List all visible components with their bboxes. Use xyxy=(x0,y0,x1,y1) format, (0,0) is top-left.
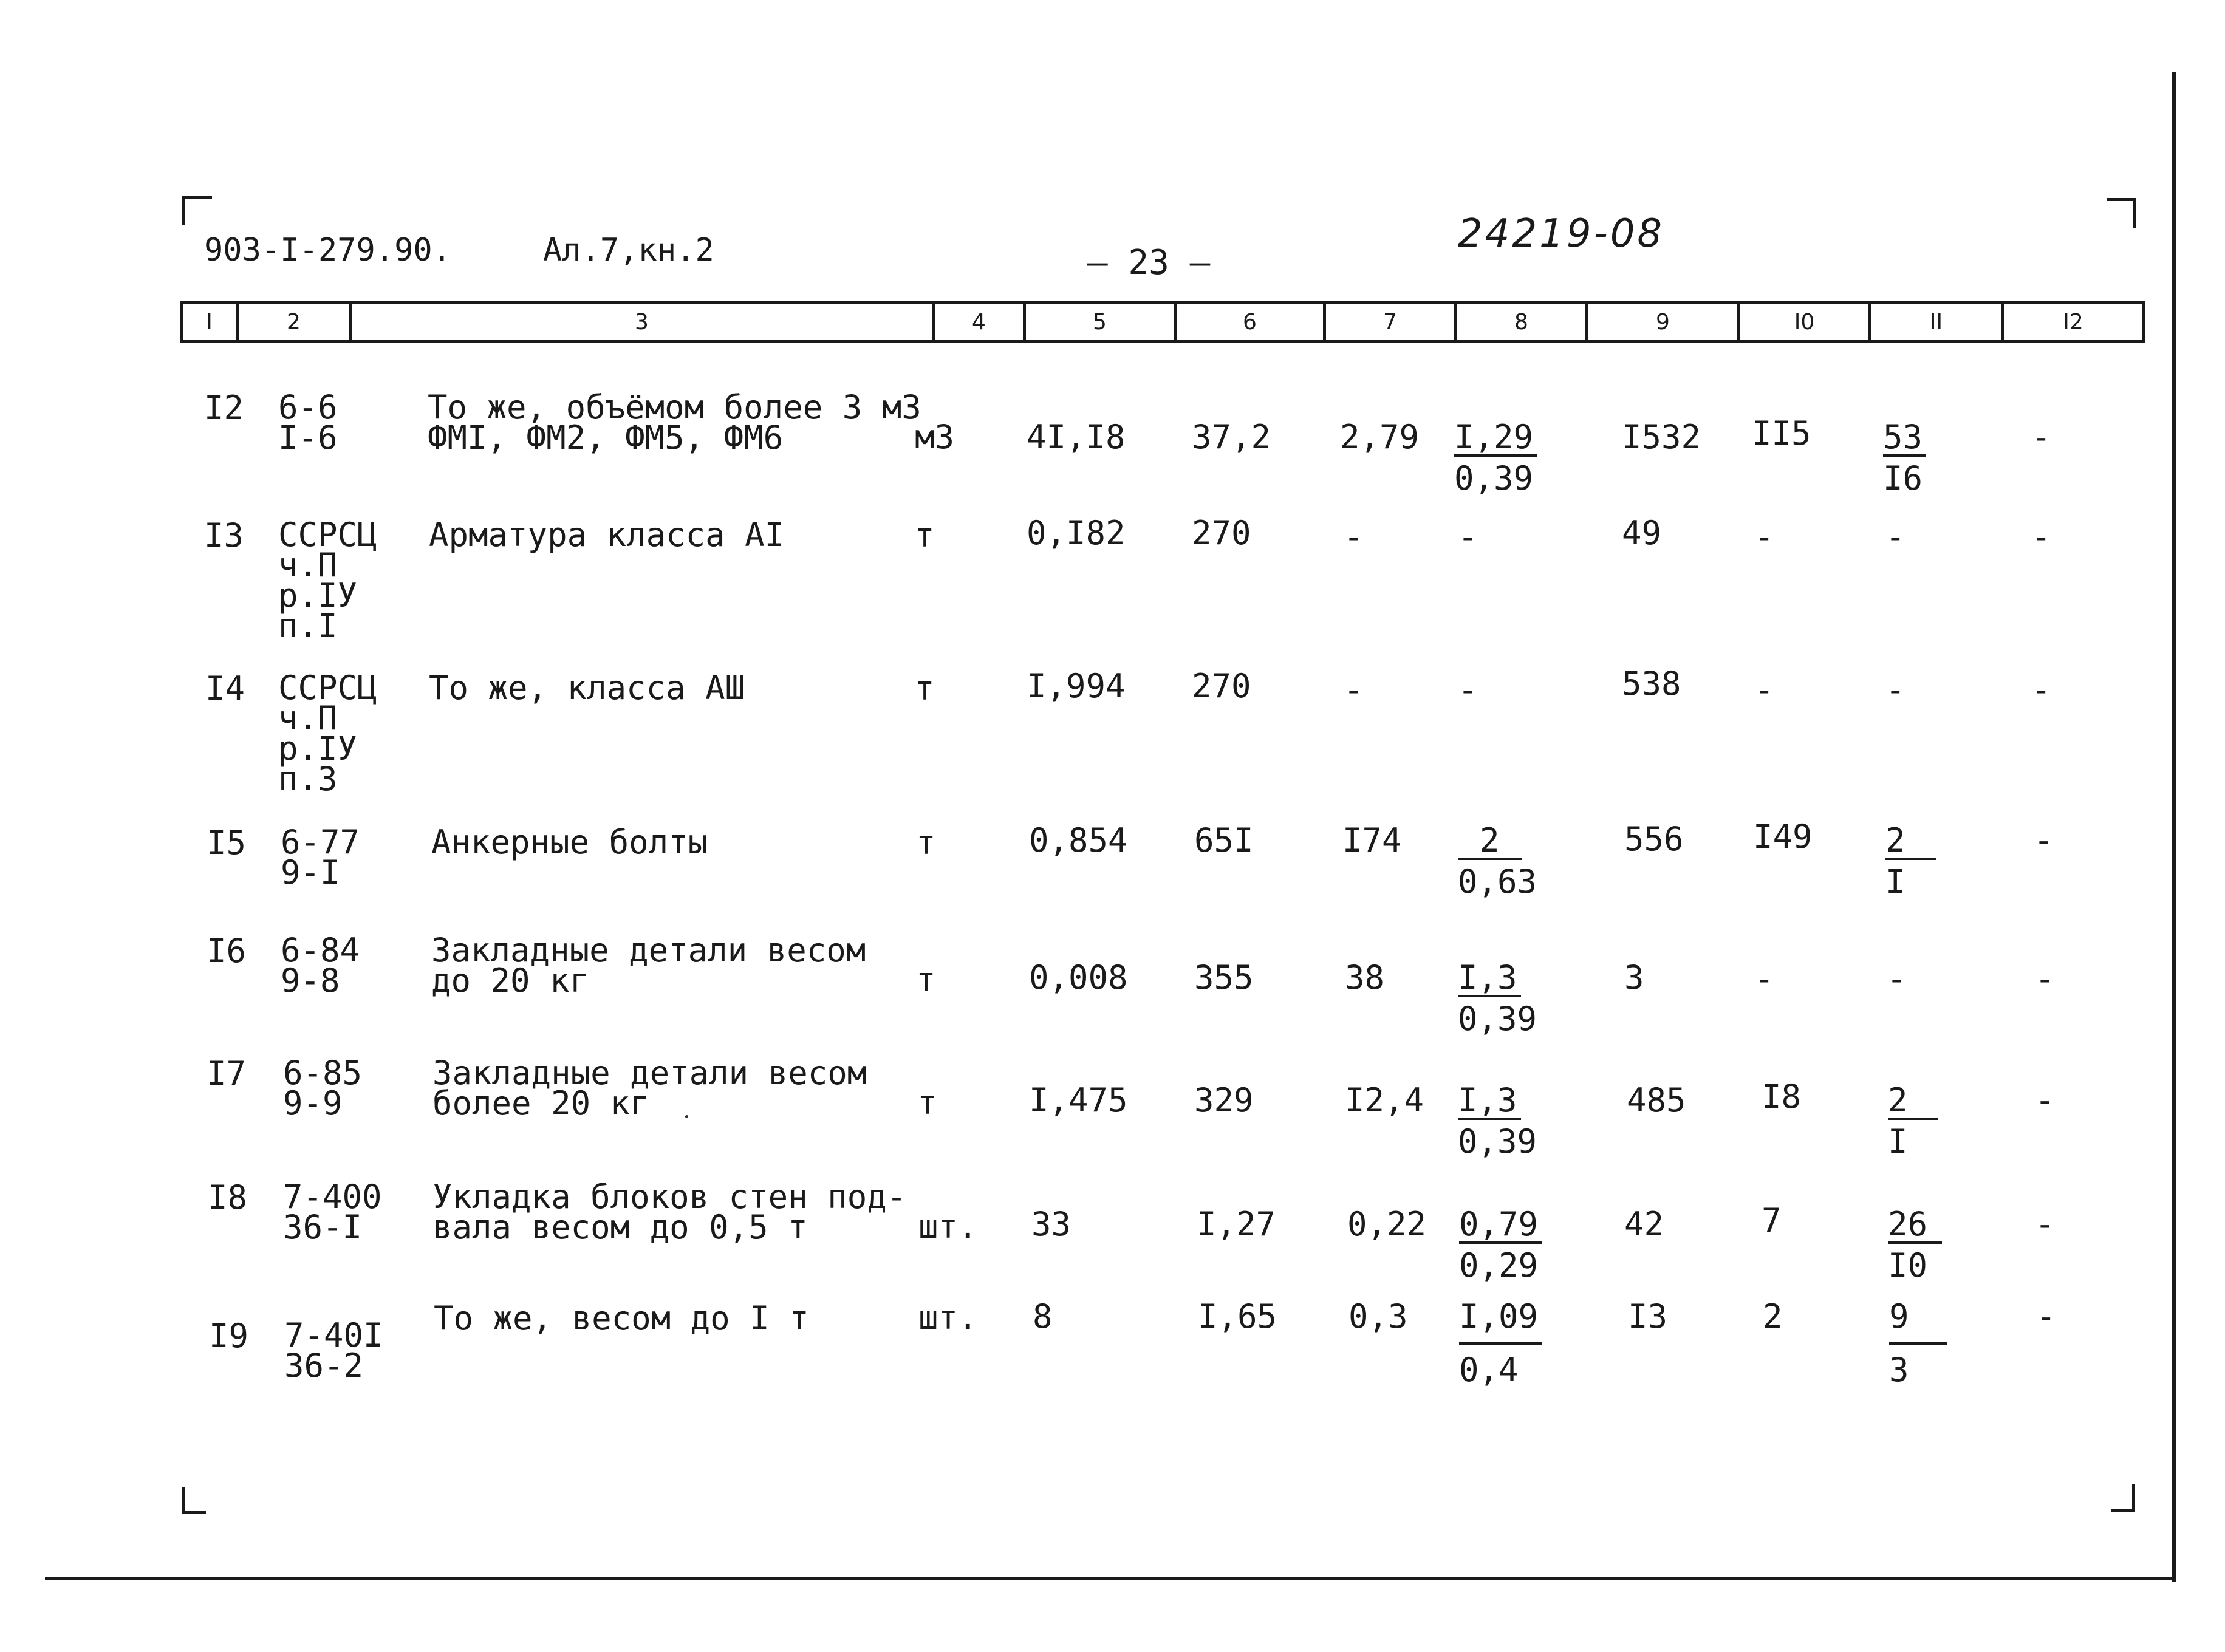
quantity: 4I,I8 xyxy=(1027,418,1126,456)
fraction-numerator: 9 xyxy=(1889,1300,1947,1345)
col-7-value: I74 xyxy=(1342,821,1402,859)
norm-code xyxy=(284,1316,383,1385)
fraction-denominator: 0,39 xyxy=(1458,1122,1537,1161)
work-name-line: Закладные детали весом xyxy=(431,931,866,969)
col-7-value: 0,22 xyxy=(1347,1205,1427,1243)
norm-code xyxy=(283,1054,363,1122)
norm-code-line: р.IУ xyxy=(278,729,358,768)
fraction-denominator: I0 xyxy=(1888,1246,1928,1285)
unit: т xyxy=(916,824,936,862)
norm-code-line: 6-84 xyxy=(281,931,360,969)
norm-code-line: 6-85 xyxy=(283,1054,363,1092)
column-header: 5 xyxy=(1026,304,1177,340)
col-9-value: 3 xyxy=(1624,958,1644,997)
norm-code-line: ССРСЦ xyxy=(278,516,377,554)
fraction-numerator: I,3 xyxy=(1458,1084,1521,1120)
col-10-value: II5 xyxy=(1752,414,1811,452)
norm-code xyxy=(278,669,377,798)
row-number: I5 xyxy=(207,824,247,862)
row-number: I7 xyxy=(207,1054,247,1093)
work-name-line: Арматура класса АI xyxy=(429,516,785,554)
col-11-fraction xyxy=(1883,418,1926,500)
col-8-fraction xyxy=(1458,958,1537,1041)
column-header: 3 xyxy=(352,304,935,340)
norm-code-line: п.I xyxy=(278,607,338,645)
unit: т xyxy=(916,961,936,999)
fraction-denominator: I xyxy=(1885,862,1905,901)
col-8-fraction xyxy=(1459,1205,1542,1288)
column-header: I0 xyxy=(1740,304,1871,340)
row-number: I6 xyxy=(207,932,247,970)
norm-code-line: 9-I xyxy=(281,853,340,892)
col-10-value: - xyxy=(1754,517,1774,556)
col-6-value: 270 xyxy=(1192,667,1251,705)
norm-code xyxy=(283,1178,382,1246)
column-header: 9 xyxy=(1588,304,1740,340)
col-9-value: I532 xyxy=(1622,418,1701,456)
norm-code xyxy=(278,516,377,645)
quantity: 8 xyxy=(1033,1297,1053,1336)
fraction-denominator: 3 xyxy=(1889,1351,1909,1389)
fraction-numerator: 26 xyxy=(1888,1207,1942,1244)
work-name xyxy=(432,1178,907,1246)
col-11-fraction xyxy=(1888,1081,1938,1164)
norm-code-line: п.3 xyxy=(278,760,338,798)
norm-code-line: 7-400 xyxy=(283,1178,382,1216)
quantity: 0,008 xyxy=(1029,958,1128,997)
norm-code-line: ССРСЦ xyxy=(278,669,377,707)
col-8-fraction xyxy=(1458,1081,1537,1164)
col-6-value: 65I xyxy=(1194,821,1254,859)
norm-code-line: I-6 xyxy=(278,418,338,457)
fraction-numerator: 2 xyxy=(1458,824,1522,860)
col-10-value: - xyxy=(1754,671,1774,709)
corner-mark-top-left xyxy=(182,196,212,225)
fraction-numerator: 53 xyxy=(1883,420,1926,457)
work-name-line: Анкерные болты xyxy=(431,823,708,861)
unit: т xyxy=(915,516,935,555)
col-8-value: - xyxy=(1458,517,1478,556)
work-name-line: То же, объёмом более 3 м3 xyxy=(428,388,921,426)
work-name xyxy=(429,516,785,554)
work-name-line: более 20 кг xyxy=(432,1084,650,1122)
corner-mark-bottom-left xyxy=(182,1487,206,1514)
fraction-numerator: 2 xyxy=(1885,824,1936,860)
work-name xyxy=(432,1054,867,1122)
norm-code-line: 6-77 xyxy=(281,823,360,861)
col-12-value: - xyxy=(2036,1297,2056,1336)
norm-code xyxy=(278,388,338,457)
album-reference: Ал.7,кн.2 xyxy=(543,232,714,268)
doc-code: 903-I-279.90. xyxy=(204,232,451,268)
col-12-value: - xyxy=(2035,1081,2055,1119)
col-7-value: I2,4 xyxy=(1345,1081,1424,1119)
norm-code-line: р.IУ xyxy=(278,576,358,615)
work-name-line: вала весом до 0,5 т xyxy=(432,1208,808,1246)
col-11-value: - xyxy=(1885,671,1905,709)
norm-code-line: 7-40I xyxy=(284,1316,383,1354)
col-10-value: I8 xyxy=(1762,1077,1802,1116)
work-name-line: Укладка блоков стен под- xyxy=(432,1178,907,1216)
col-8-value: - xyxy=(1458,671,1478,709)
col-9-value: 556 xyxy=(1624,820,1684,858)
col-9-value: 42 xyxy=(1624,1205,1664,1243)
quantity: I,475 xyxy=(1029,1081,1128,1119)
row-number: I8 xyxy=(208,1178,248,1217)
fraction-denominator: I xyxy=(1888,1122,1908,1161)
col-10-value: 7 xyxy=(1762,1201,1782,1240)
fraction-denominator: 0,29 xyxy=(1459,1246,1539,1285)
row-number: I3 xyxy=(204,516,244,555)
norm-code xyxy=(281,823,360,892)
column-header: 7 xyxy=(1326,304,1457,340)
work-name-line: до 20 кг xyxy=(431,961,590,1000)
unit: шт. xyxy=(918,1207,978,1246)
col-11-value: - xyxy=(1885,517,1905,556)
norm-code-line: ч.П xyxy=(278,546,338,584)
work-name xyxy=(428,388,921,457)
column-header: 2 xyxy=(239,304,352,340)
fraction-numerator: I,3 xyxy=(1458,961,1521,997)
column-header-band xyxy=(180,301,2145,343)
work-name xyxy=(429,669,745,707)
col-8-fraction xyxy=(1454,418,1537,500)
col-9-value: 49 xyxy=(1622,514,1662,552)
inventory-number: 24219-08 xyxy=(1458,211,1665,256)
norm-code-line: 9-8 xyxy=(281,961,340,1000)
col-6-value: I,65 xyxy=(1198,1297,1277,1336)
column-header: 8 xyxy=(1457,304,1588,340)
col-8-fraction xyxy=(1459,1297,1542,1396)
col-12-value: - xyxy=(2031,671,2051,709)
fraction-numerator: 2 xyxy=(1888,1084,1938,1120)
norm-code-line: 9-9 xyxy=(283,1084,343,1122)
col-6-value: 355 xyxy=(1194,958,1254,997)
col-12-value: - xyxy=(2031,418,2051,456)
col-11-value: - xyxy=(1887,960,1907,998)
col-7-value: 0,3 xyxy=(1348,1297,1408,1336)
col-9-value: 538 xyxy=(1622,664,1681,703)
column-header: II xyxy=(1871,304,2004,340)
fraction-numerator: I,29 xyxy=(1454,420,1537,457)
col-9-value: 485 xyxy=(1627,1081,1686,1119)
norm-code-line: 36-2 xyxy=(284,1347,364,1385)
corner-mark-bottom-right xyxy=(2111,1484,2135,1512)
norm-code-line: 6-6 xyxy=(278,388,338,426)
col-8-fraction xyxy=(1458,821,1537,904)
norm-code-line: 36-I xyxy=(283,1208,363,1246)
col-10-value: 2 xyxy=(1763,1297,1783,1336)
col-6-value: 37,2 xyxy=(1192,418,1271,456)
work-name-line: То же, весом до I т xyxy=(434,1299,809,1337)
col-7-value: - xyxy=(1344,517,1364,556)
fraction-denominator: 0,39 xyxy=(1454,459,1534,497)
row-number: I2 xyxy=(204,389,244,427)
work-name xyxy=(431,823,708,861)
col-12-value: - xyxy=(2034,821,2054,859)
norm-code-line: ч.П xyxy=(278,699,338,737)
column-header: 4 xyxy=(935,304,1026,340)
work-name-line: То же, класса АШ xyxy=(429,669,745,707)
col-7-value: 38 xyxy=(1345,958,1385,997)
fraction-denominator: 0,63 xyxy=(1458,862,1537,901)
col-6-value: 329 xyxy=(1194,1081,1254,1119)
col-12-value: - xyxy=(2035,1205,2055,1243)
work-name-line: ФМI, ФМ2, ФМ5, ФМ6 xyxy=(428,418,784,457)
corner-mark-top-right xyxy=(2107,198,2136,228)
col-7-value: - xyxy=(1344,671,1364,709)
unit: м3 xyxy=(915,418,955,456)
col-12-value: - xyxy=(2031,517,2051,556)
col-7-value: 2,79 xyxy=(1340,418,1420,456)
right-frame-border xyxy=(2172,72,2176,1582)
quantity: 33 xyxy=(1031,1205,1071,1243)
column-header: I xyxy=(183,304,239,340)
scan-speck xyxy=(685,1115,688,1118)
work-name-line: Закладные детали весом xyxy=(432,1054,867,1092)
work-name xyxy=(431,931,866,1000)
row-number: I4 xyxy=(205,669,245,708)
col-9-value: I3 xyxy=(1628,1297,1668,1336)
page-number: — 23 — xyxy=(1087,243,1211,282)
col-11-fraction xyxy=(1885,821,1936,904)
unit: т xyxy=(915,669,935,708)
col-12-value: - xyxy=(2035,960,2055,998)
unit: шт. xyxy=(918,1299,978,1337)
fraction-denominator: 0,39 xyxy=(1458,1000,1537,1038)
quantity: 0,I82 xyxy=(1027,514,1126,552)
bottom-frame-border xyxy=(45,1577,2176,1580)
norm-code xyxy=(281,931,360,1000)
col-6-value: I,27 xyxy=(1197,1205,1276,1243)
column-header: 6 xyxy=(1177,304,1326,340)
quantity: I,994 xyxy=(1027,667,1126,705)
fraction-numerator: 0,79 xyxy=(1459,1207,1542,1244)
column-header: I2 xyxy=(2063,309,2083,335)
fraction-denominator: 0,4 xyxy=(1459,1351,1519,1389)
fraction-denominator: I6 xyxy=(1883,459,1923,497)
work-name xyxy=(434,1299,809,1337)
unit: т xyxy=(917,1084,937,1122)
col-11-fraction xyxy=(1888,1205,1942,1288)
col-10-value: - xyxy=(1754,960,1774,998)
col-6-value: 270 xyxy=(1192,514,1251,552)
fraction-numerator: I,09 xyxy=(1459,1300,1542,1345)
col-10-value: I49 xyxy=(1753,817,1813,856)
col-11-fraction xyxy=(1889,1297,1947,1396)
quantity: 0,854 xyxy=(1029,821,1128,859)
row-number: I9 xyxy=(209,1317,249,1355)
